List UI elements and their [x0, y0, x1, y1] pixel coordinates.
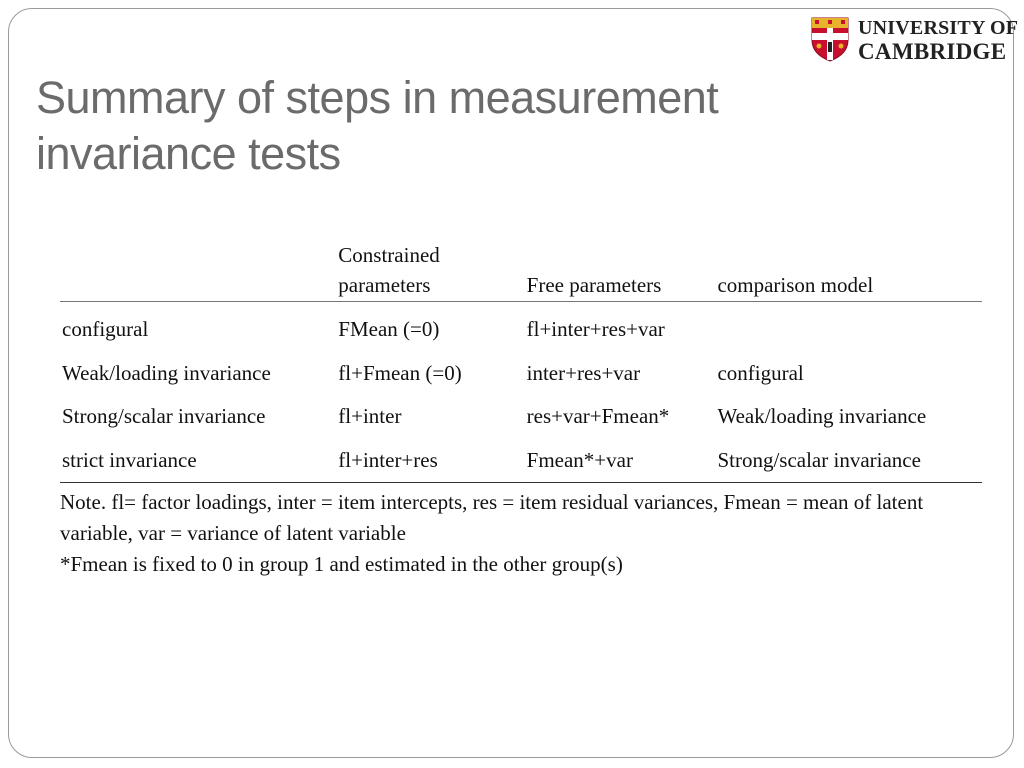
table-cell: Strong/scalar invariance	[715, 439, 982, 483]
summary-table-container	[60, 240, 982, 580]
header-comparison-model: comparison model	[715, 240, 982, 302]
table-cell: inter+res+var	[526, 360, 641, 385]
header-free-parameters: Free parameters	[525, 240, 716, 302]
table-header-row	[60, 240, 982, 302]
table-cell: fl+inter	[338, 404, 402, 429]
table-cell: fl+Fmean (=0)	[338, 360, 462, 385]
header-constrained-parameters: Constrained parameters	[336, 240, 524, 302]
table-note	[60, 487, 980, 580]
note-footnote: *Fmean is fixed to 0 in group 1 and estimated in the other group(s)	[60, 552, 623, 576]
table-cell: Weak/loading invariance	[717, 404, 927, 429]
table-row	[60, 352, 982, 396]
table-cell: Weak/loading invariance	[62, 360, 271, 385]
table-cell: Fmean*+var	[525, 439, 716, 483]
table-cell: configural	[717, 360, 804, 385]
invariance-steps-table	[60, 240, 982, 483]
logo-line2: CAMBRIDGE	[858, 39, 1007, 64]
note-abbreviations: Note. fl= factor loadings, inter = item intercepts, res = item residual variances, Fmean = mean of latent variable, var = variance of latent variable	[60, 490, 924, 545]
table-row	[60, 302, 982, 352]
table-cell: FMean (=0)	[338, 317, 440, 342]
table-cell: fl+inter+res	[336, 439, 524, 483]
cambridge-shield-icon	[810, 16, 850, 62]
logo-wordmark	[858, 18, 1018, 63]
table-cell	[715, 302, 982, 352]
table-cell: fl+inter+res+var	[526, 317, 665, 342]
table-cell: Strong/scalar invariance	[62, 404, 266, 429]
logo-line1: UNIVERSITY OF	[858, 17, 1019, 39]
slide-title: Summary of steps in measurement invariance tests	[36, 72, 719, 179]
table-row	[60, 439, 982, 483]
table-row	[60, 395, 982, 439]
table-cell: configural	[62, 317, 149, 342]
header-step	[60, 240, 336, 302]
table-cell: res+var+Fmean*	[526, 404, 670, 429]
university-logo	[808, 16, 1019, 64]
table-cell: strict invariance	[60, 439, 336, 483]
